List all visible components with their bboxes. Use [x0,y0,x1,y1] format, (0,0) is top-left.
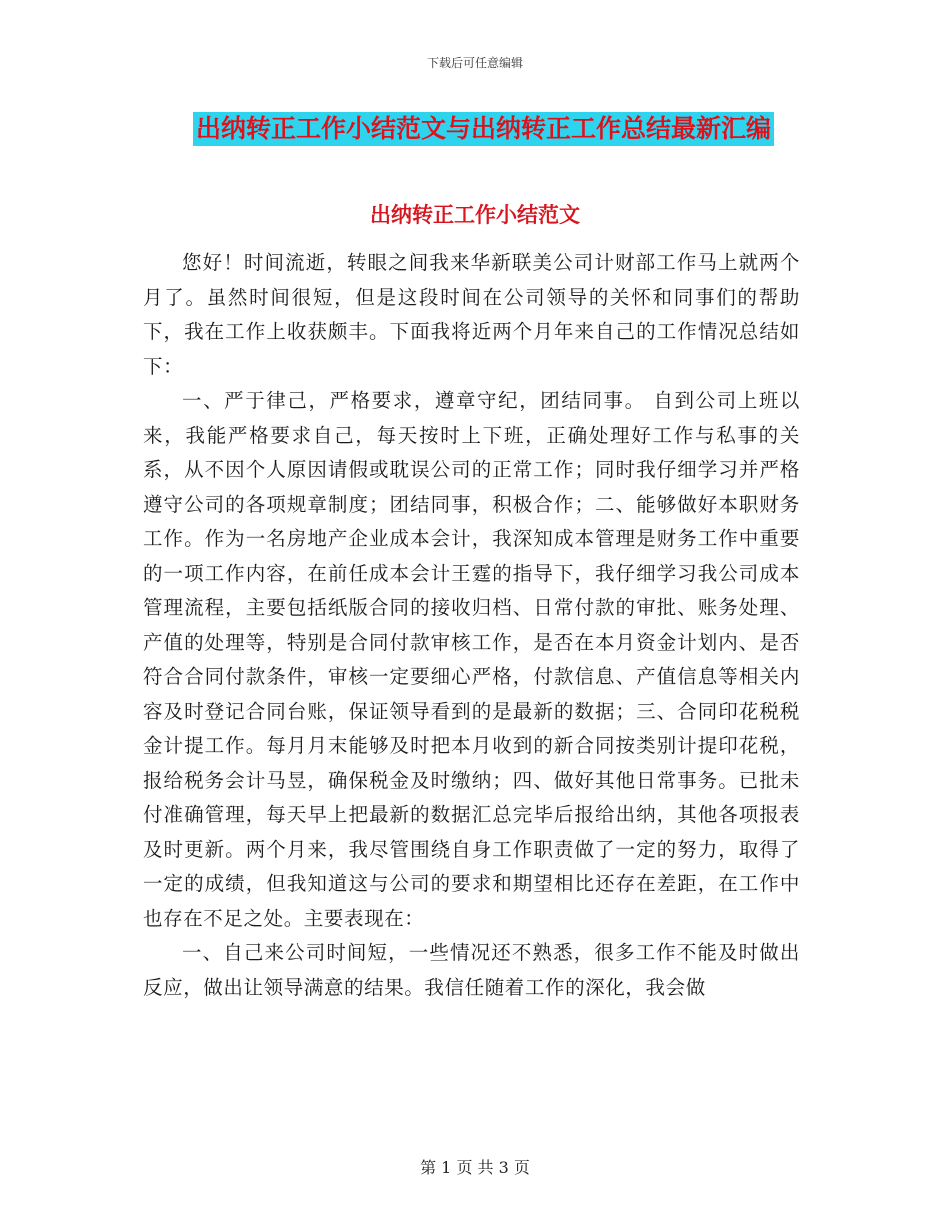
body-paragraph: 一、自己来公司时间短，一些情况还不熟悉，很多工作不能及时做出反应，做出让领导满意的结果。我信任随着工作的深化，我会做 [143,941,800,999]
page-header-note: 下载后可任意编辑 [426,56,523,70]
document-title-container [193,112,802,146]
body-paragraph: 您好！时间流逝，转眼之间我来华新联美公司计财部工作马上就两个月了。虽然时间很短，但是这段时间在公司领导的关怀和同事们的帮助下，我在工作上收获颇丰。下面我将近两个月年来自己的工作情况总结如下： [143,251,800,378]
document-body [143,246,800,1005]
page-footer: 第 1 页 共 3 页 [420,1158,530,1177]
body-paragraph: 一、严于律己，严格要求，遵章守纪，团结同事。 自到公司上班以来，我能严格要求自己，每天按时上下班，正确处理好工作与私事的关系，从不因个人原因请假或耽误公司的正常工作；同时我仔细学习并严格遵守公司的各项规章制度；团结同事，积极合作；二、能够做好本职财务工作。作为一名房地产企业成本会计，我深知成本管理是财务工作中重要的一项工作内容，在前任成本会计王霆的指导下，我仔细学习我公司成本管理流程，主要包括纸版合同的接收归档、日常付款的审批、账务处理、产值的处理等，特别是合同付款审核工作，是否在本月资金计划内、是否符合合同付款条件，审核一定要细心严格，付款信息、产值信息等相关内容及时登记合同台账，保证领导看到的是最新的数据；三、合同印花税税金计提工作。每月月末能够及时把本月收到的新合同按类别计提印花税，报给税务会计马昱，确保税金及时缴纳；四、做好其他日常事务。已批未付准确管理，每天早上把最新的数据汇总完毕后报给出纳，其他各项报表及时更新。两个月来，我尽管围绕自身工作职责做了一定的努力，取得了一定的成绩，但我知道这与公司的要求和期望相比还存在差距，在工作中也存在不足之处。主要表现在： [143,389,800,930]
document-title: 出纳转正工作小结范文与出纳转正工作总结最新汇编 [193,112,774,146]
section-title: 出纳转正工作小结范文 [370,203,580,227]
